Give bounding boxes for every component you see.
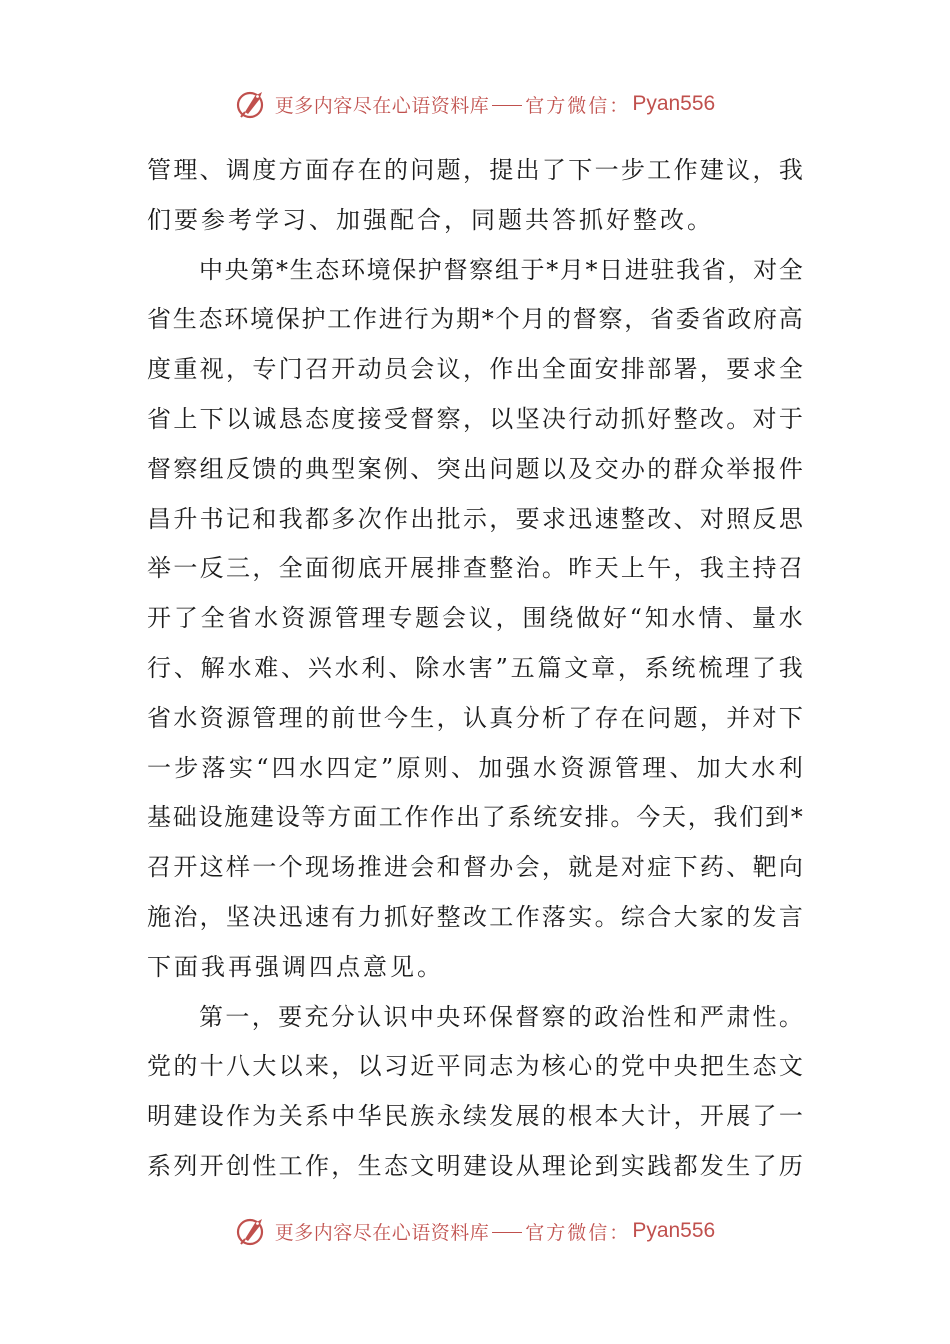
text-line: 党 的 十 八 大 以 来 ， 以 习 近 平 同 志 为 核 心 的 党 中 央 把 生 态 文 [147,1052,803,1081]
text-line: 们要参考学习、加强配合，同题共答抓好整改。 [147,205,714,234]
text-line: 第 一 ， 要 充 分 认 识 中 央 环 保 督 察 的 政 治 性 和 严 肃 性 。 [199,1002,803,1031]
text-line: 行 、 解 水 难 、 兴 水 利 、 除 水 害 ” 五 篇 文 章 ， 系 统 梳 理 了 我 [147,653,803,682]
text-line: 召 开 这 样 一 个 现 场 推 进 会 和 督 办 会 ， 就 是 对 症 下 药 、 靶 向 [147,853,803,882]
watermark-dash [492,1232,522,1233]
text-line: 度 重 视 ， 专 门 召 开 动 员 会 议 ， 作 出 全 面 安 排 部 署 ， 要 求 全 [147,355,803,384]
watermark-wechat-id: Pyan556 [632,1219,716,1242]
text-line: 系 列 开 创 性 工 作 ， 生 态 文 明 建 设 从 理 论 到 实 践 都 发 生 了 历 [147,1151,803,1180]
watermark-prefix: 更多内容尽在心语资料库 [274,1221,490,1244]
text-line: 明 建 设 作 为 关 系 中 华 民 族 永 续 发 展 的 根 本 大 计 ， 开 展 了 一 [147,1102,803,1131]
watermark-label: 官方微信： [525,1221,631,1244]
watermark-label: 官方微信： [525,94,631,117]
pen-nib-circle-icon [235,86,271,122]
text-line: 举 一 反 三 ， 全 面 彻 底 开 展 排 查 整 治 。 昨 天 上 午 ， 我 主 持 召 [147,554,803,583]
text-line: 督 察 组 反 馈 的 典 型 案 例 、 突 出 问 题 以 及 交 办 的 群 众 举 报 件 [147,454,803,483]
watermark-header [0,84,950,124]
watermark-wechat-id: Pyan556 [632,92,716,115]
pen-nib-circle-icon [235,1213,271,1249]
watermark-prefix: 更多内容尽在心语资料库 [274,94,490,117]
text-line: 下面我再强调四点意见。 [147,952,444,981]
text-line: 省 上 下 以 诚 恳 态 度 接 受 督 察 ， 以 坚 决 行 动 抓 好 整 改 。 对 于 [147,404,803,433]
text-line: 省 水 资 源 管 理 的 前 世 今 生 ， 认 真 分 析 了 存 在 问 题 ， 并 对 下 [147,703,803,732]
text-line: 昌 升 书 记 和 我 都 多 次 作 出 批 示 ， 要 求 迅 速 整 改 、 对 照 反 思 [147,504,803,533]
text-line: 省 生 态 环 境 保 护 工 作 进 行 为 期 * 个 月 的 督 察 ， 省 委 省 政 府 高 [147,305,803,334]
watermark-dash [492,105,522,106]
text-line: 管 理 、 调 度 方 面 存 在 的 问 题 ， 提 出 了 下 一 步 工 作 建 议 ， 我 [147,156,803,184]
text-line: 中 央 第 * 生 态 环 境 保 护 督 察 组 于 * 月 * 日 进 驻 我 省 ， 对 全 [199,255,803,284]
text-line: 一 步 落 实 “ 四 水 四 定 ” 原 则 、 加 强 水 资 源 管 理 、 加 大 水 利 [147,753,803,782]
text-line: 施 治 ， 坚 决 迅 速 有 力 抓 好 整 改 工 作 落 实 。 综 合 大 家 的 发 言 [147,902,803,931]
document-body [147,146,803,1192]
watermark-footer [0,1211,950,1251]
text-line: 开 了 全 省 水 资 源 管 理 专 题 会 议 ， 围 绕 做 好 “ 知 水 情 、 量 水 [147,604,803,633]
text-line: 基 础 设 施 建 设 等 方 面 工 作 作 出 了 系 统 安 排 。 今 天 ， 我 们 到 * [147,803,803,832]
